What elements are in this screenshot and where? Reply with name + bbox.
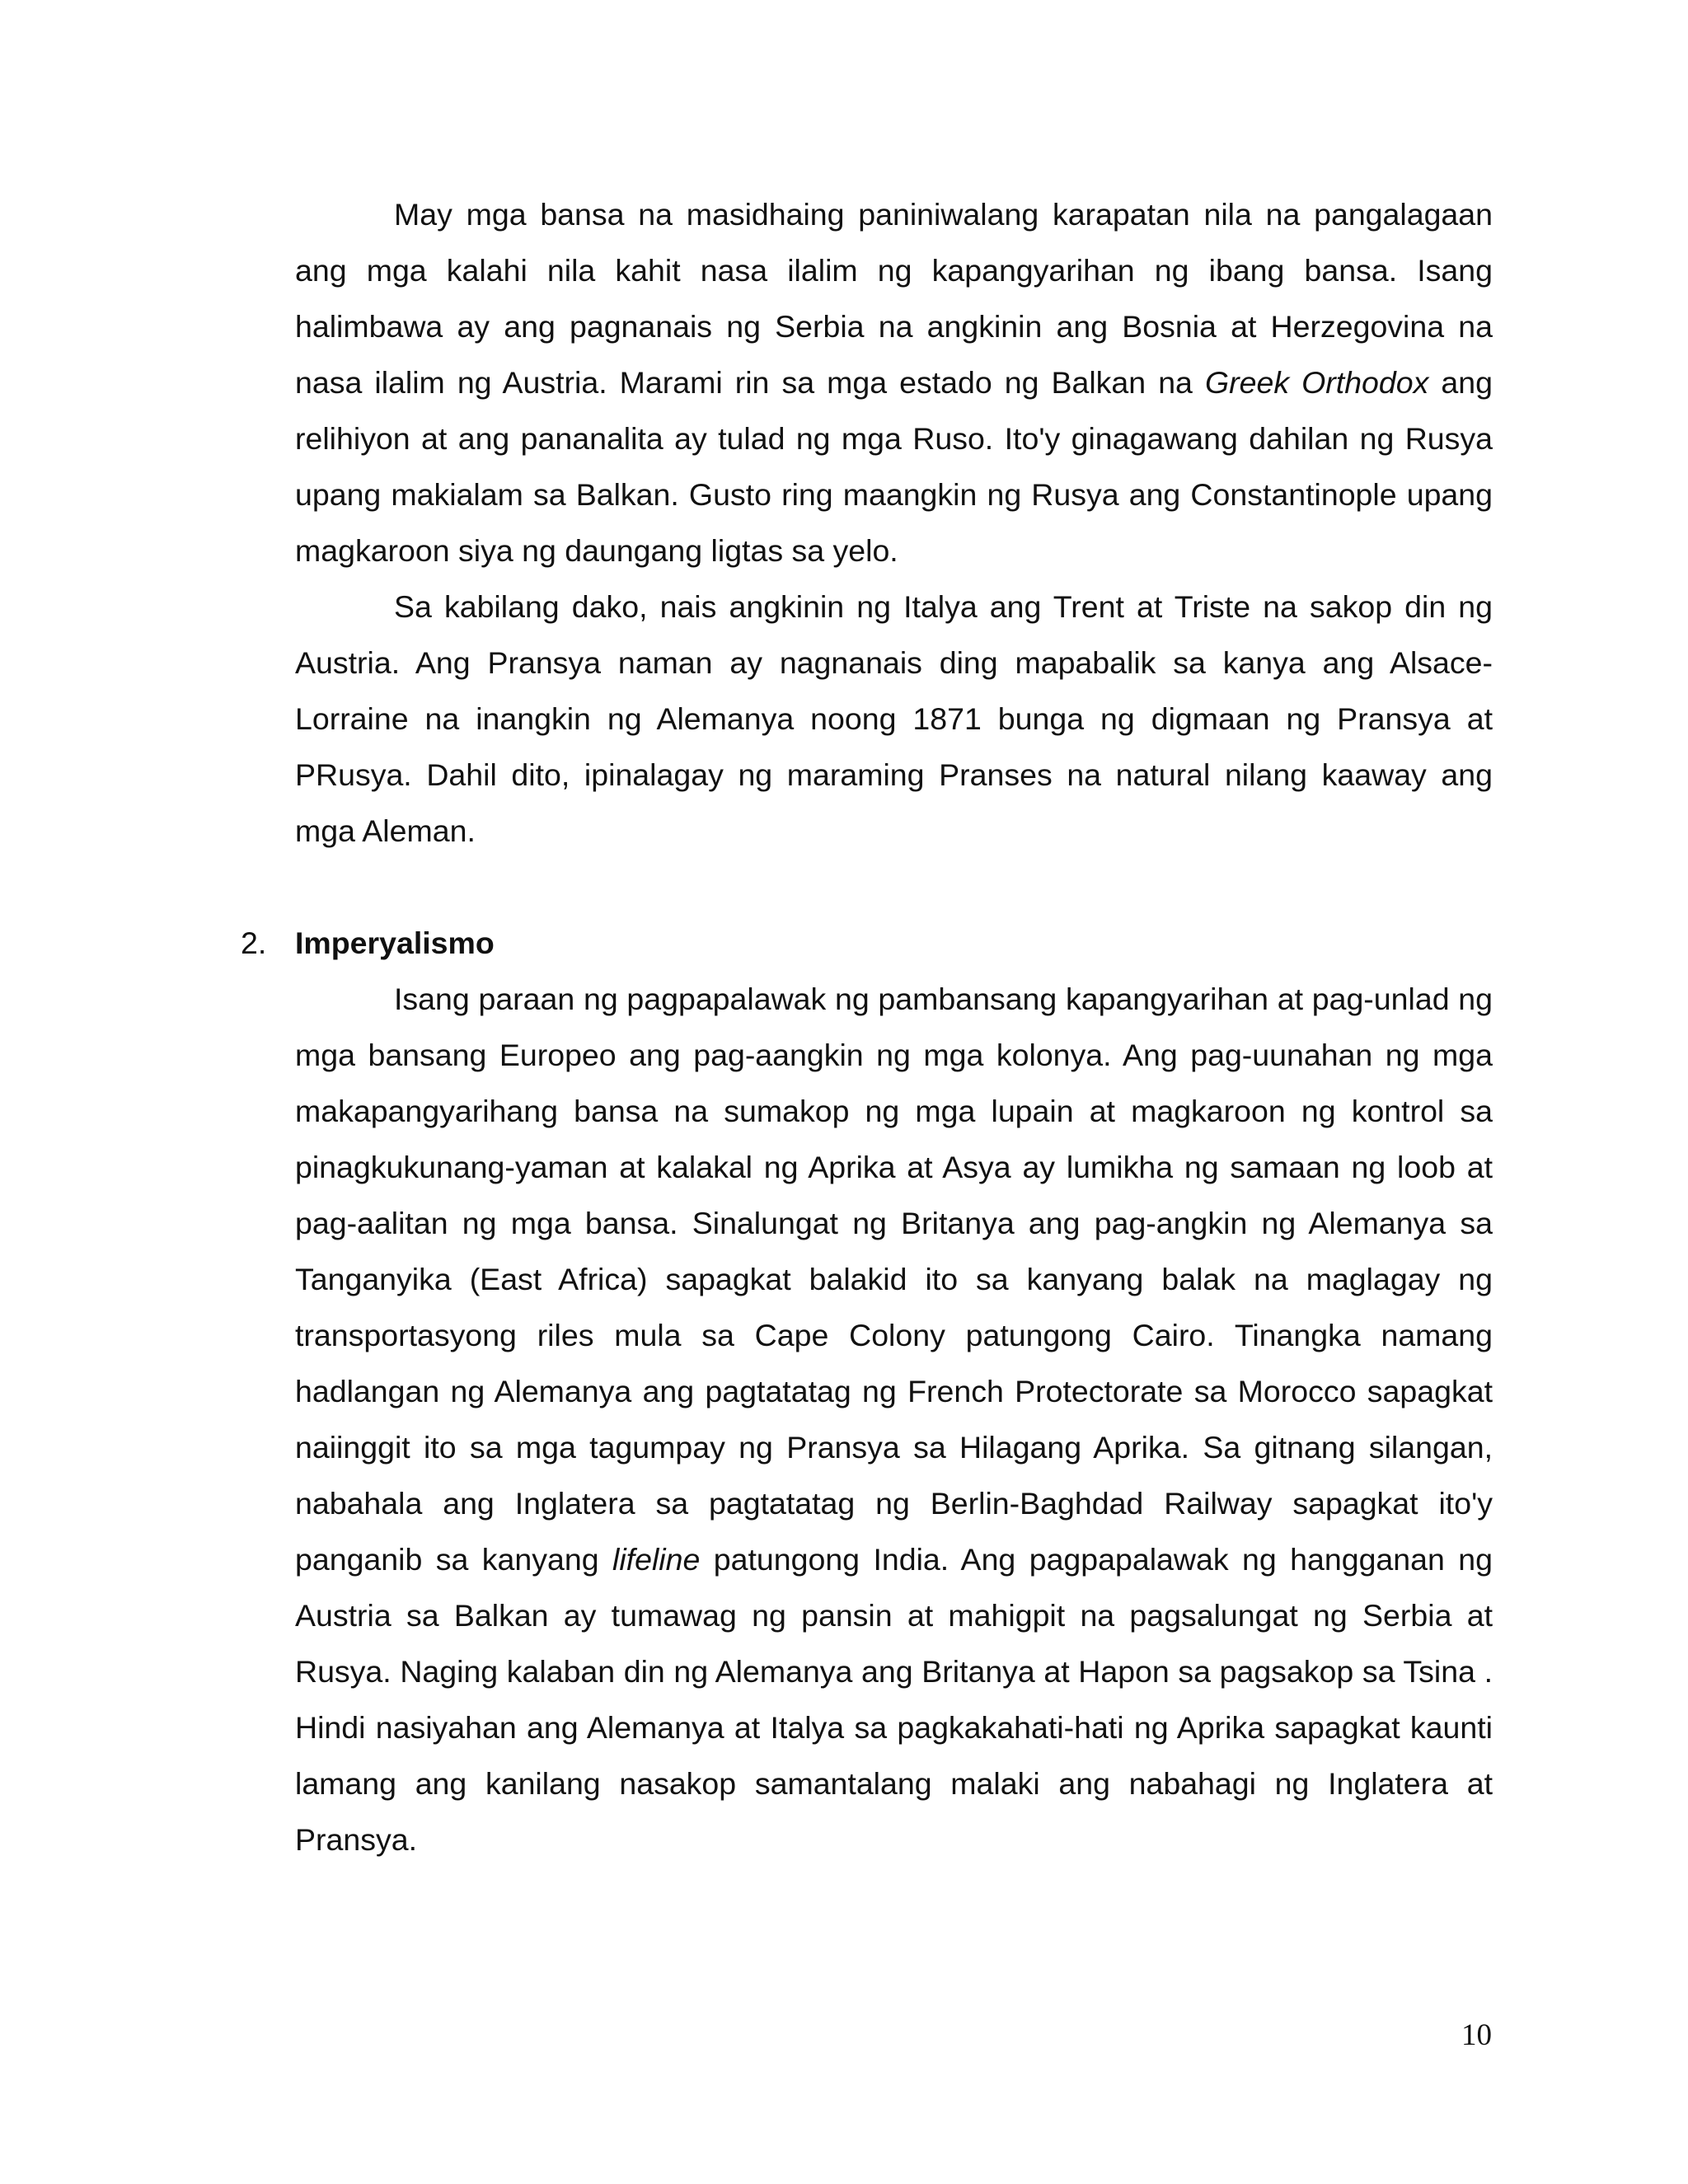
paragraph-text: May mga bansa na masidhaing paniniwalang karapatan nila na pangalagaan ang mga kalahi nila kahit nasa ilalim ng kapangyarihan ng ibang bansa. Isang halimbawa ay ang pagnanais ng Serbia na angkinin ang Bosnia at Herzegovina na nasa ilalim ng Austria. Marami rin sa mga estado ng Balkan na [295, 197, 1493, 400]
paragraph-nationalism-2: Sa kabilang dako, nais angkinin ng Italya ang Trent at Triste na sakop din ng Austria. Ang Pransya naman ay nagnanais ding mapabalik sa kanya ang Alsace-Lorraine na inangkin ng Alemanya noong 1871 bunga ng digmaan ng Pransya at PRusya. Dahil dito, ipinalagay ng maraming Pranses na natural nilang kaaway ang mga Aleman. [295, 589, 1493, 848]
paragraph-text: patungong India. Ang pagpapalawak ng hangganan ng Austria sa Balkan ay tumawag ng pansin at mahigpit na pagsalungat ng Serbia at Rusya. Naging kalaban din ng Alemanya ang Britanya at Hapon sa pagsakop sa Tsina . Hindi nasiyahan ang Alemanya at Italya sa pagkakahati-hati ng Aprika sapagkat kaunti lamang ang kanilang nasakop samantalang malaki ang nabahagi ng Inglatera at Pransya. [295, 1542, 1493, 1857]
section-number: 2. [241, 926, 267, 960]
page-number: 10 [1461, 2018, 1492, 2052]
italic-term: Greek Orthodox [1204, 365, 1429, 400]
paragraph-text: Isang paraan ng pagpapalawak ng pambansang kapangyarihan at pag-unlad ng mga bansang Europeo ang pag-aangkin ng mga kolonya. Ang pag-uunahan ng mga makapangyarihang bansa na sumakop ng mga lupain at magkaroon ng kontrol sa pinagkukunang-yaman at kalakal ng Aprika at Asya ay lumikha ng samaan ng loob at pag-aalitan ng mga bansa. Sinalungat ng Britanya ang pag-angkin ng Alemanya sa Tanganyika (East Africa) sapagkat balakid ito sa kanyang balak na maglagay ng transportasyong riles mula sa Cape Colony patungong Cairo. Tinangka namang hadlangan ng Alemanya ang pagtatatag ng French Protectorate sa Morocco sapagkat naiinggit ito sa mga tagumpay ng Pransya sa Hilagang Aprika. Sa gitnang silangan, nabahala ang Inglatera sa pagtatatag ng Berlin-Baghdad Railway sapagkat ito'y panganib sa kanyang [295, 982, 1493, 1577]
paragraph-imperialism [295, 971, 1493, 1868]
section-title: Imperyalismo [295, 926, 495, 960]
paragraph-text: ang relihiyon at ang pananalita ay tulad ng mga Ruso. Ito'y ginagawang dahilan ng Rusya upang makialam sa Balkan. Gusto ring maangkin ng Rusya ang Constantinople upang magkaroon siya ng daungang ligtas sa yelo. [295, 365, 1493, 568]
section-heading [241, 915, 495, 971]
italic-term: lifeline [612, 1542, 701, 1577]
paragraph-nationalism-1 [295, 186, 1493, 579]
